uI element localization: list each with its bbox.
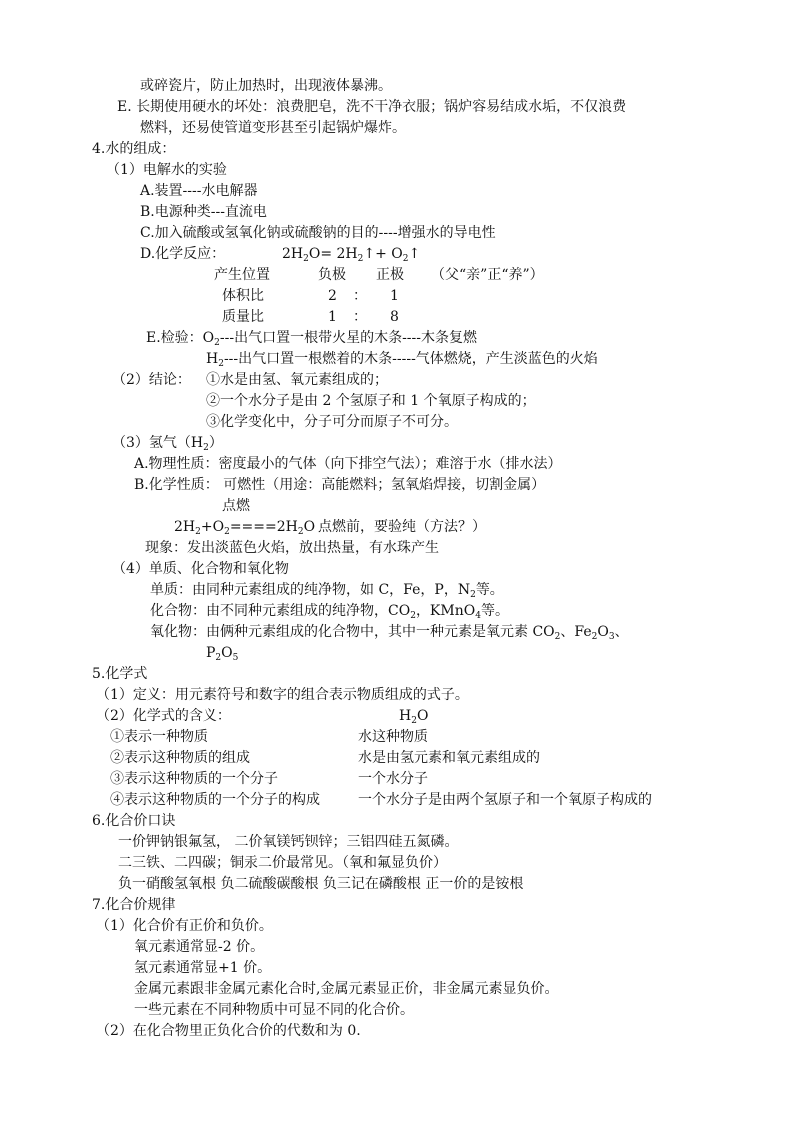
table-header: 负极 — [318, 267, 346, 283]
text-line: $P_2O_5$ — [206, 645, 239, 663]
text-line: 燃料，还易使管道变形甚至引起锅炉爆炸。 — [140, 120, 406, 136]
section-heading: 7.化合价规律 — [92, 897, 176, 913]
text-line: ①水是由氢、氧元素组成的； — [206, 372, 388, 388]
text-line: $H_2---$出气口置一根燃着的木条-----气体燃烧，产生淡蓝色的火焰 — [206, 351, 598, 369]
table-cell: 8 — [390, 309, 399, 325]
section-heading: 4.水的组成： — [92, 141, 176, 157]
subsection-heading: （4）单质、化合物和氧化物 — [112, 561, 289, 577]
meaning-example: 水是由氢元素和氧元素组成的 — [358, 750, 540, 766]
text-line: 氧元素通常显-2 价。 — [134, 939, 265, 955]
table-header: 正极 — [376, 267, 404, 283]
text-line: 单质：由同种元素组成的纯净物，如 C，Fe，P，$N_2$等。 — [150, 582, 504, 600]
subsection-heading: （3）氢气$(H_2)$ — [112, 435, 223, 453]
text-line: （2）在化合物里正负化合价的代数和为 0. — [96, 1023, 361, 1039]
text-line: 负一硝酸氢氧根 负二硫酸碳酸根 负三记在磷酸根 正一价的是铵根 — [118, 876, 524, 892]
table-cell: ： — [353, 288, 367, 304]
meaning-example: 一个水分子 — [358, 771, 428, 787]
text-line: 氢元素通常显+1 价。 — [134, 960, 272, 976]
reaction-condition: 点燃 — [222, 498, 250, 514]
subsection-heading: （1）电解水的实验 — [106, 162, 227, 178]
text-line: 金属元素跟非金属元素化合时,金属元素显正价，非金属元素显负价。 — [134, 981, 559, 997]
text-line: 点燃前，要验纯（方法？） — [318, 519, 486, 535]
table-cell: ： — [353, 309, 367, 325]
text-line: （2）化学式的含义： — [96, 708, 231, 724]
text-line: A.装置----水电解器 — [140, 183, 258, 199]
text-line: 一些元素在不同种物质中可显不同的化合价。 — [134, 1002, 414, 1018]
text-line: C.加入硫酸或氢氧化钠或硫酸钠的目的----增强水的导电性 — [140, 225, 496, 241]
mnemonic-note: （父“亲”正“养”） — [431, 267, 544, 283]
text-line: 一价钾钠银氟氢， 二价氧镁钙钡锌；三铝四硅五氮磷。 — [118, 834, 459, 850]
text-line: 二三铁、二四碳；铜汞二价最常见。（氧和氟显负价） — [118, 855, 447, 871]
table-cell: 体积比 — [222, 288, 264, 304]
meaning-example: 水这种物质 — [358, 729, 428, 745]
meaning-item: ④表示这种物质的一个分子的构成 — [110, 792, 320, 808]
text-line: 化合物：由不同种元素组成的纯净物，$CO_2$，KMnO$_4$等。 — [150, 603, 509, 621]
text-line: （1）定义：用元素符号和数字的组合表示物质组成的式子。 — [96, 687, 469, 703]
text-line: A.物理性质：密度最小的气体（向下排空气法）；难溶于水（排水法） — [134, 456, 562, 472]
meaning-item: ③表示这种物质的一个分子 — [110, 771, 278, 787]
meaning-example: 一个水分子是由两个氢原子和一个氧原子构成的 — [358, 792, 652, 808]
section-heading: 6.化合价口诀 — [92, 813, 176, 829]
text-line: B.化学性质： 可燃性（用途：高能燃料；氢氧焰焊接，切割金属） — [134, 477, 546, 493]
subsection-heading: （2）结论： — [112, 372, 191, 388]
text-line: （1）化合价有正价和负价。 — [96, 918, 273, 934]
electrolysis-equation: $2H_2O=$ $2H_2↑+$ $O_2↑$ — [282, 246, 421, 264]
table-cell: 1 — [390, 288, 399, 304]
text-line: 氧化物：由俩种元素组成的化合物中，其中一种元素是氧元素 $CO_2$、$Fe_2O_3$、 — [150, 624, 629, 642]
section-heading: 5.化学式 — [92, 666, 148, 682]
text-line: 或碎瓷片，防止加热时，出现液体暴沸。 — [140, 78, 392, 94]
water-formula: $H_2O$ — [399, 708, 429, 726]
text-line: D.化学反应： — [140, 246, 226, 262]
text-line: ③化学变化中，分子可分而原子不可分。 — [206, 414, 458, 430]
table-cell: 质量比 — [222, 309, 264, 325]
text-line: B.电源种类---直流电 — [140, 204, 267, 220]
table-cell: 2 — [328, 288, 337, 304]
text-line: 现象：发出淡蓝色火焰，放出热量，有水珠产生 — [145, 540, 439, 556]
text-line: E. 长期使用硬水的坏处：浪费肥皂，洗不干净衣服；锅炉容易结成水垢，不仅浪费 — [117, 99, 627, 115]
text-line: E.检验：$O_2---$出气口置一根带火星的木条----木条复燃 — [146, 330, 478, 348]
hydrogen-combustion-equation: $2H_2+O_2====2H_2O$ — [174, 519, 316, 537]
table-cell: 1 — [328, 309, 337, 325]
meaning-item: ①表示一种物质 — [110, 729, 208, 745]
meaning-item: ②表示这种物质的组成 — [110, 750, 250, 766]
table-header: 产生位置 — [214, 267, 270, 283]
text-line: ②一个水分子是由 2 个氢原子和 1 个氧原子构成的； — [206, 393, 536, 409]
